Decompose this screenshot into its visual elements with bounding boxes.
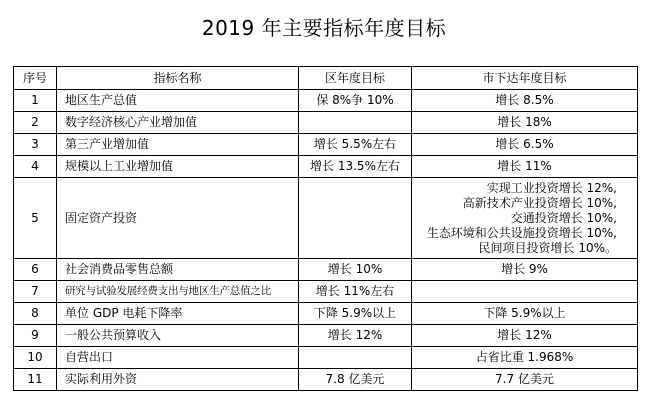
row-no: 1	[14, 90, 57, 112]
row-name: 一般公共预算收入	[57, 325, 299, 347]
row-no: 2	[14, 112, 57, 134]
row-no: 7	[14, 281, 57, 303]
row-district-target: 保 8%争 10%	[299, 90, 412, 112]
table-row	[14, 281, 638, 303]
row-name: 自营出口	[57, 347, 299, 369]
targets-table	[13, 66, 638, 391]
row-city-target: 7.7 亿美元	[412, 369, 638, 391]
table-row	[14, 90, 638, 112]
row-district-target	[299, 178, 412, 259]
city-target-line: 生态环境和公共设施投资增长 10%,	[426, 225, 617, 240]
table-row	[14, 156, 638, 178]
row-no: 10	[14, 347, 57, 369]
table-row	[14, 259, 638, 281]
row-name: 研究与试验发展经费支出与地区生产总值之比	[57, 281, 299, 303]
city-target-line: 民间项目投资增长 10%。	[478, 240, 617, 255]
city-target-line: 交通投资增长 10%,	[510, 210, 617, 225]
row-city-target: 增长 9%	[412, 259, 638, 281]
table-row	[14, 112, 638, 134]
row-city-target: 增长 18%	[412, 112, 638, 134]
row-district-target: 7.8 亿美元	[299, 369, 412, 391]
row-no: 6	[14, 259, 57, 281]
row-city-target: 增长 8.5%	[412, 90, 638, 112]
row-name: 规模以上工业增加值	[57, 156, 299, 178]
table-row	[14, 325, 638, 347]
row-name: 地区生产总值	[57, 90, 299, 112]
table-row	[14, 134, 638, 156]
city-target-line: 高新技术产业投资增长 10%,	[462, 195, 617, 210]
row-city-target: 增长 6.5%	[412, 134, 638, 156]
row-district-target	[299, 112, 412, 134]
row-district-target: 增长 11%左右	[299, 281, 412, 303]
row-district-target	[299, 347, 412, 369]
row-city-target: 占省比重 1.968%	[412, 347, 638, 369]
row-city-target	[412, 178, 638, 259]
header-city-target: 市下达年度目标	[412, 67, 638, 90]
row-name: 第三产业增加值	[57, 134, 299, 156]
row-no: 5	[14, 178, 57, 259]
city-target-line: 实现工业投资增长 12%,	[486, 180, 617, 195]
row-no: 9	[14, 325, 57, 347]
page-title: 2019 年主要指标年度目标	[201, 16, 447, 40]
header-name: 指标名称	[57, 67, 299, 90]
row-district-target: 增长 5.5%左右	[299, 134, 412, 156]
row-name: 实际利用外资	[57, 369, 299, 391]
row-no: 3	[14, 134, 57, 156]
row-district-target: 增长 12%	[299, 325, 412, 347]
header-no: 序号	[14, 67, 57, 90]
row-no: 4	[14, 156, 57, 178]
row-district-target: 下降 5.9%以上	[299, 303, 412, 325]
row-city-target: 增长 11%	[412, 156, 638, 178]
header-district-target: 区年度目标	[299, 67, 412, 90]
row-no: 8	[14, 303, 57, 325]
row-no: 11	[14, 369, 57, 391]
row-district-target: 增长 13.5%左右	[299, 156, 412, 178]
row-name: 数字经济核心产业增加值	[57, 112, 299, 134]
table-row	[14, 347, 638, 369]
row-name: 社会消费品零售总额	[57, 259, 299, 281]
table-row	[14, 303, 638, 325]
table-header-row	[14, 67, 638, 90]
row-district-target: 增长 10%	[299, 259, 412, 281]
row-city-target: 增长 12%	[412, 325, 638, 347]
row-name: 单位 GDP 电耗下降率	[57, 303, 299, 325]
row-name: 固定资产投资	[57, 178, 299, 259]
table-row	[14, 369, 638, 391]
table-row	[14, 178, 638, 259]
row-city-target: 下降 5.9%以上	[412, 303, 638, 325]
row-city-target	[412, 281, 638, 303]
